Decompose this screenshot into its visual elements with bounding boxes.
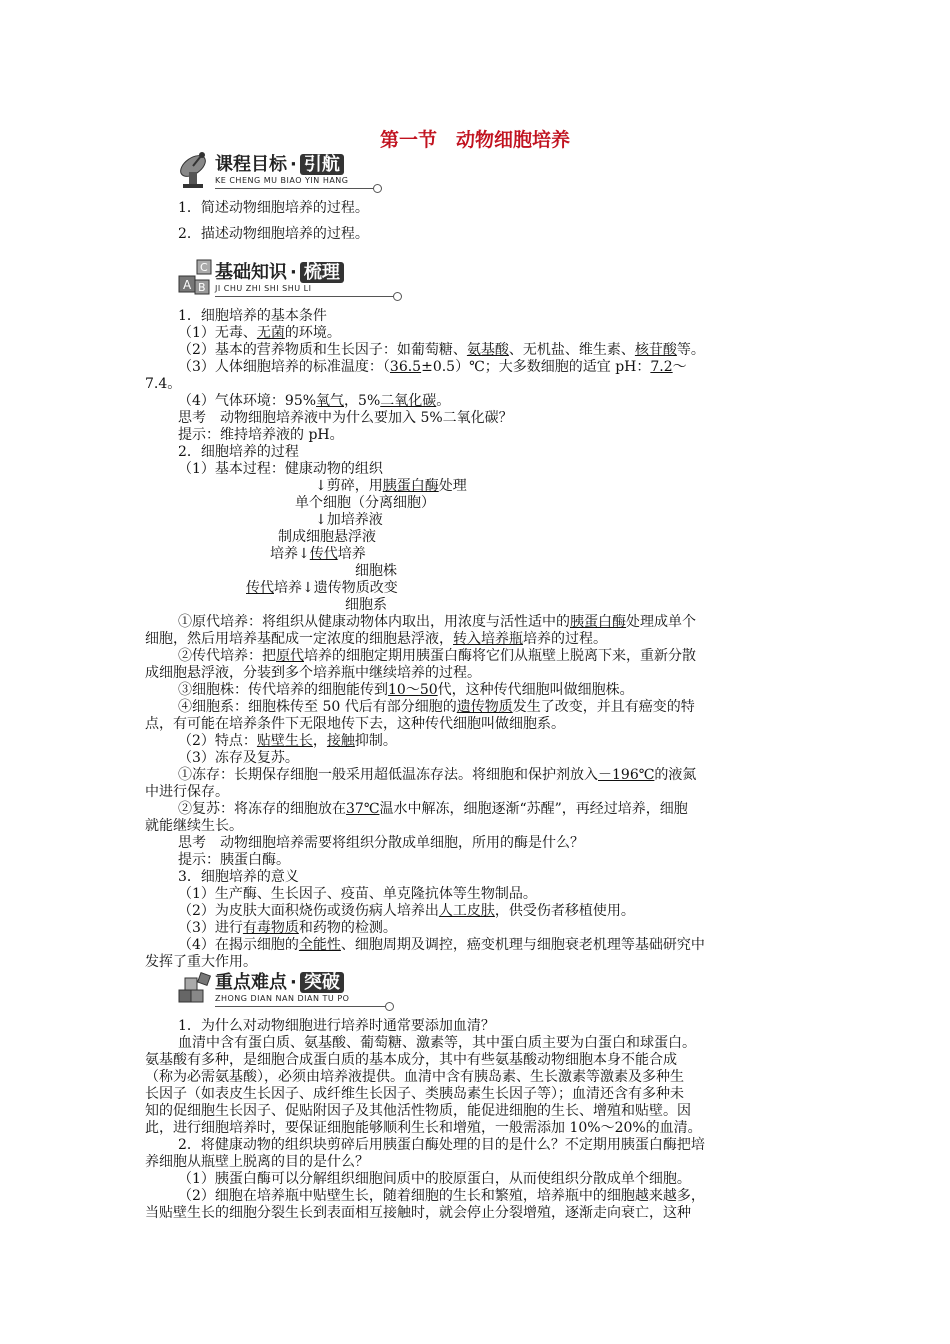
meaning-4-cont: 发挥了重大作用。 [145, 954, 257, 970]
condition-3: （3）人体细胞培养的标准温度：（36.5±0.5）℃；大多数细胞的适宜 pH：7.2～ [178, 359, 687, 375]
subculture-line-2: 成细胞悬浮液，分装到多个培养瓶中继续培养的过程。 [145, 665, 481, 681]
banner-dot: · [290, 154, 297, 175]
goal-1: 1．简述动物细胞培养的过程。 [178, 200, 369, 216]
key-answer-2-line-3: 当贴壁生长的细胞分裂生长到表面相互接触时，就会停止分裂增殖，逐渐走向衰亡，这种 [145, 1205, 691, 1221]
basics-heading-2: 2．细胞培养的过程 [178, 444, 299, 460]
think-question-2: 思考 动物细胞培养需要将组织分散成单细胞，所用的酶是什么？ [178, 835, 584, 851]
banner-end-circle [373, 184, 382, 193]
process-intro: （1）基本过程：健康动物的组织 [178, 461, 383, 477]
banner-title [215, 258, 344, 282]
section-banner-key-points [175, 966, 415, 1010]
features-line: （2）特点：贴壁生长，接触抑制。 [178, 733, 397, 749]
cell-strain-line: ③细胞株：传代培养的细胞能传到10～50代，这种传代细胞叫做细胞株。 [178, 682, 634, 698]
key-answer-1-line-1: 血清中含有蛋白质、氨基酸、葡萄糖、激素等，其中蛋白质主要为白蛋白和球蛋白。 [178, 1035, 696, 1051]
banner-main-text: 基础知识 [215, 262, 287, 283]
freeze-heading: （3）冻存及复苏。 [178, 750, 299, 766]
key-answer-2-line-2: （2）细胞在培养瓶中贴壁生长，随着细胞的生长和繁殖，培养瓶中的细胞越来越多， [178, 1188, 705, 1204]
flow-step-7: 传代培养↓遗传物质改变 [246, 580, 398, 596]
key-answer-2-line-1: （1）胰蛋白酶可以分解组织细胞间质中的胶原蛋白，从而使组织分散成单个细胞。 [178, 1171, 691, 1187]
banner-title [215, 150, 344, 174]
key-answer-1-line-5: 知的促细胞生长因子、促贴附因子及其他活性物质，能促进细胞的生长、增殖和贴壁。因 [145, 1103, 691, 1119]
hint-2: 提示：胰蛋白酶。 [178, 852, 290, 868]
cell-line-line-1: ④细胞系：细胞株传至 50 代后有部分细胞的遗传物质发生了改变，并且有癌变的特 [178, 699, 695, 715]
meaning-4: （4）在揭示细胞的全能性、细胞周期及调控，癌变机理与细胞衰老机理等基础研究中 [178, 937, 705, 953]
banner-subtitle: JI CHU ZHI SHI SHU LI [215, 284, 312, 293]
banner-highlight: 引航 [300, 154, 344, 175]
thaw-line-1: ②复苏：将冻存的细胞放在37℃温水中解冻，细胞逐渐“苏醒”，再经过培养，细胞 [178, 801, 688, 817]
hint-1: 提示：维持培养液的 pH。 [178, 427, 344, 443]
freeze-line-1: ①冻存：长期保存细胞一般采用超低温冻存法。将细胞和保护剂放入－196℃的液氮 [178, 767, 697, 783]
key-answer-1-line-2: 氨基酸有多种，是细胞合成蛋白质的基本成分，其中有些氨基酸动物细胞本身不能合成 [145, 1052, 677, 1068]
flow-step-4: 制成细胞悬浮液 [278, 529, 376, 545]
banner-title [215, 968, 344, 992]
satellite-dish-icon [175, 148, 219, 192]
banner-subtitle: ZHONG DIAN NAN DIAN TU PO [215, 994, 350, 1003]
svg-text:C: C [200, 261, 208, 274]
abc-blocks-icon [175, 256, 219, 300]
cubes-icon [175, 966, 219, 1010]
banner-end-circle [393, 292, 402, 301]
meaning-2: （2）为皮肤大面积烧伤或烫伤病人培养出人工皮肤，供受伤者移植使用。 [178, 903, 635, 919]
key-answer-1-line-4: 长因子（如表皮生长因子、成纤维生长因子、类胰岛素生长因子等）；血清还含有多种未 [145, 1086, 684, 1102]
basics-heading-1: 1．细胞培养的基本条件 [178, 308, 327, 324]
flow-step-2: 单个细胞（分离细胞） [295, 495, 435, 511]
flow-step-3: ↓加培养液 [315, 512, 383, 528]
flow-step-1: ↓剪碎，用胰蛋白酶处理 [315, 478, 467, 494]
meaning-1: （1）生产酶、生长因子、疫苗、单克隆抗体等生物制品。 [178, 886, 537, 902]
goal-2: 2．描述动物细胞培养的过程。 [178, 226, 369, 242]
think-question-1: 思考 动物细胞培养液中为什么要加入 5%二氧化碳？ [178, 410, 513, 426]
key-question-2-line-1: 2．将健康动物的组织块剪碎后用胰蛋白酶处理的目的是什么？不定期用胰蛋白酶把培 [178, 1137, 705, 1153]
flow-step-6: 细胞株 [355, 563, 397, 579]
svg-text:A: A [183, 278, 192, 292]
cell-line-line-2: 点，有可能在培养条件下无限地传下去，这种传代细胞叫做细胞系。 [145, 716, 565, 732]
page-title: 第一节 动物细胞培养 [379, 129, 570, 151]
key-answer-1-line-3: （称为必需氨基酸），必须由培养液提供。血清中含有胰岛素、生长激素等激素及多种生 [145, 1069, 684, 1085]
thaw-line-2: 就能继续生长。 [145, 818, 243, 834]
primary-culture-line-1: ①原代培养：将组织从健康动物体内取出，用浓度与活性适中的胰蛋白酶处理成单个 [178, 614, 696, 630]
banner-rule [215, 1006, 387, 1007]
banner-main-text: 重点难点 [215, 972, 287, 993]
basics-heading-3: 3．细胞培养的意义 [178, 869, 299, 885]
section-banner-goals [175, 148, 415, 192]
condition-3-cont: 7.4。 [145, 376, 182, 392]
key-question-1: 1．为什么对动物细胞进行培养时通常要添加血清？ [178, 1018, 495, 1034]
section-banner-basics [175, 256, 415, 300]
condition-4: （4）气体环境：95%氧气，5%二氧化碳。 [178, 393, 451, 409]
key-answer-1-line-6: 此，进行细胞培养时，要保证细胞能够顺利生长和增殖，一般需添加 10%～20%的血清。 [145, 1120, 702, 1136]
banner-highlight: 突破 [300, 972, 344, 993]
banner-dot: · [290, 262, 297, 283]
flow-step-8: 细胞系 [345, 597, 387, 613]
banner-dot: · [290, 972, 297, 993]
condition-2: （2）基本的营养物质和生长因子：如葡萄糖、氨基酸、无机盐、维生素、核苷酸等。 [178, 342, 705, 358]
banner-rule [215, 188, 375, 189]
banner-main-text: 课程目标 [215, 154, 287, 175]
banner-subtitle: KE CHENG MU BIAO YIN HANG [215, 176, 349, 185]
banner-end-circle [385, 1002, 394, 1011]
meaning-3: （3）进行有毒物质和药物的检测。 [178, 920, 397, 936]
key-question-2-line-2: 养细胞从瓶壁上脱离的目的是什么？ [145, 1154, 369, 1170]
freeze-line-2: 中进行保存。 [145, 784, 229, 800]
flow-step-5: 培养↓传代培养 [270, 546, 366, 562]
banner-rule [215, 296, 395, 297]
banner-highlight: 梳理 [300, 262, 344, 283]
primary-culture-line-2: 细胞，然后用培养基配成一定浓度的细胞悬浮液，转入培养瓶培养的过程。 [145, 631, 607, 647]
subculture-line-1: ②传代培养：把原代培养的细胞定期用胰蛋白酶将它们从瓶壁上脱离下来，重新分散 [178, 648, 696, 664]
condition-1: （1）无毒、无菌的环境。 [178, 325, 341, 341]
svg-text:B: B [198, 281, 206, 294]
